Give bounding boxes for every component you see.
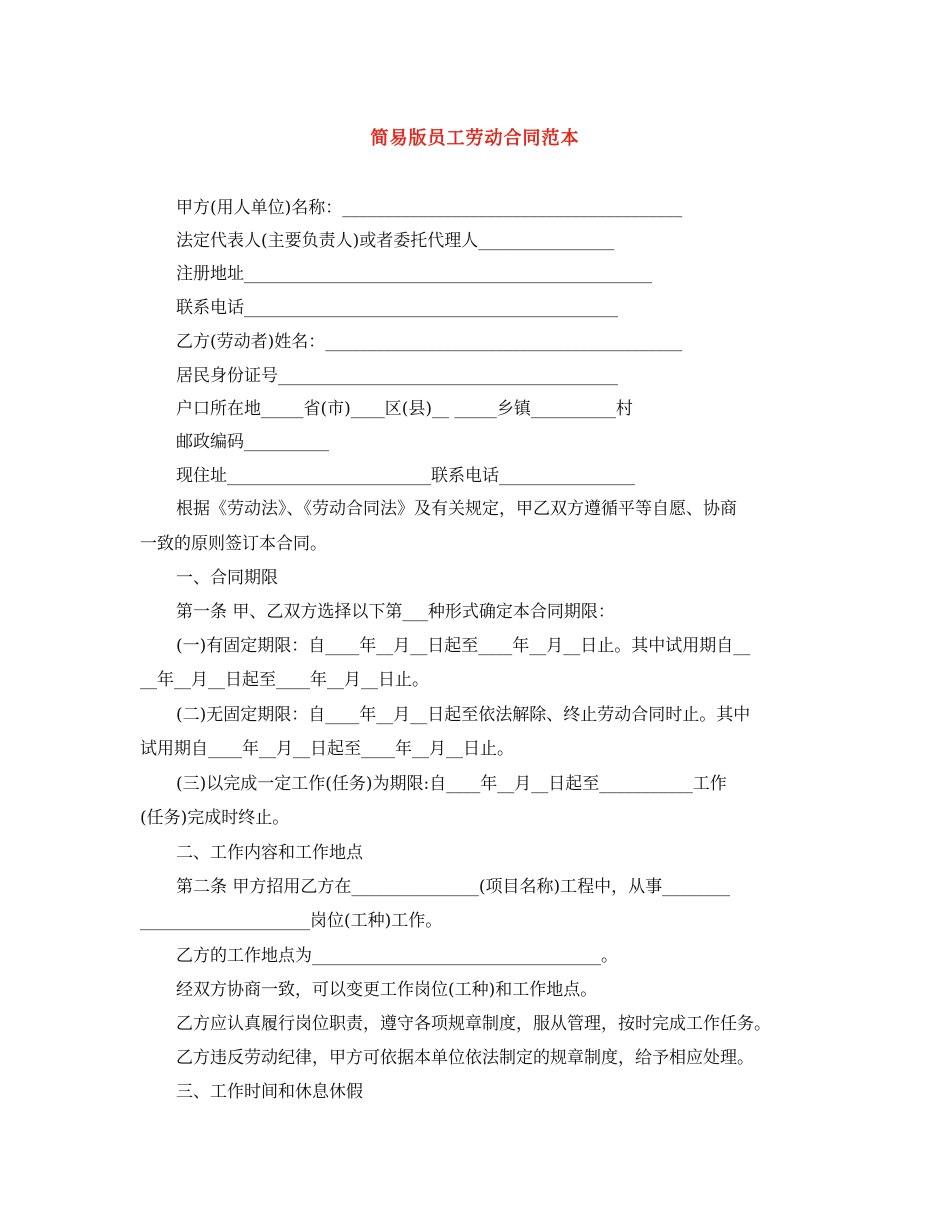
section-heading-1: 一、合同期限 [176, 568, 278, 588]
duty-line: 乙方应认真履行岗位职责，遵守各项规章制度，服从管理，按时完成工作任务。 [176, 1014, 771, 1034]
household-address-line: 户口所在地_____省(市)____区(县)__ _____乡镇__________村 [176, 399, 633, 419]
task-term-line-1: (三)以完成一定工作(任务)为期限:自____年__月__日起至___________工作 [176, 774, 727, 794]
party-b-name-line: 乙方(劳动者)姓名：__________________________________________ [176, 332, 683, 352]
article-2-line-1: 第二条 甲方招用乙方在_______________(项目名称)工程中，从事________ [176, 877, 731, 897]
fixed-term-line-1: (一)有固定期限：自____年__月__日起至____年__月__日止。其中试用期自__ [176, 636, 751, 656]
basis-paragraph-line-2: 一致的原则签订本合同。 [140, 534, 327, 554]
postal-code-line: 邮政编码__________ [176, 432, 329, 452]
section-heading-3: 三、工作时间和休息休假 [176, 1082, 363, 1102]
article-1-line: 第一条 甲、乙双方选择以下第___种形式确定本合同期限： [176, 602, 615, 622]
article-2-line-2: ____________________岗位(工种)工作。 [140, 911, 443, 931]
id-number-line: 居民身份证号________________________________________ [176, 366, 618, 386]
discipline-line: 乙方违反劳动纪律，甲方可依据本单位依法制定的规章制度，给予相应处理。 [176, 1048, 754, 1068]
document-title: 简易版员工劳动合同范本 [370, 128, 580, 149]
registered-address-line: 注册地址________________________________________________ [176, 264, 652, 284]
party-a-phone-line: 联系电话____________________________________________ [176, 298, 618, 318]
task-term-line-2: (任务)完成时终止。 [140, 808, 290, 828]
current-address-line: 现住址________________________联系电话________________ [176, 466, 635, 486]
open-term-line-2: 试用期自____年__月__日起至____年__月__日止。 [140, 739, 514, 759]
fixed-term-line-2: __年__月__日起至____年__月__日止。 [140, 670, 429, 690]
basis-paragraph-line-1: 根据《劳动法》、《劳动合同法》及有关规定，甲乙双方遵循平等自愿、协商 [176, 499, 737, 519]
party-a-name-line: 甲方(用人单位)名称：________________________________________ [176, 198, 683, 218]
work-location-line: 乙方的工作地点为__________________________________。 [176, 946, 618, 966]
legal-rep-line: 法定代表人(主要负责人)或者委托代理人________________ [176, 231, 615, 251]
change-agreement-line: 经双方协商一致，可以变更工作岗位(工种)和工作地点。 [176, 980, 598, 1000]
open-term-line-1: (二)无固定期限：自____年__月__日起至依法解除、终止劳动合同时止。其中 [176, 705, 751, 725]
section-heading-2: 二、工作内容和工作地点 [176, 843, 363, 863]
